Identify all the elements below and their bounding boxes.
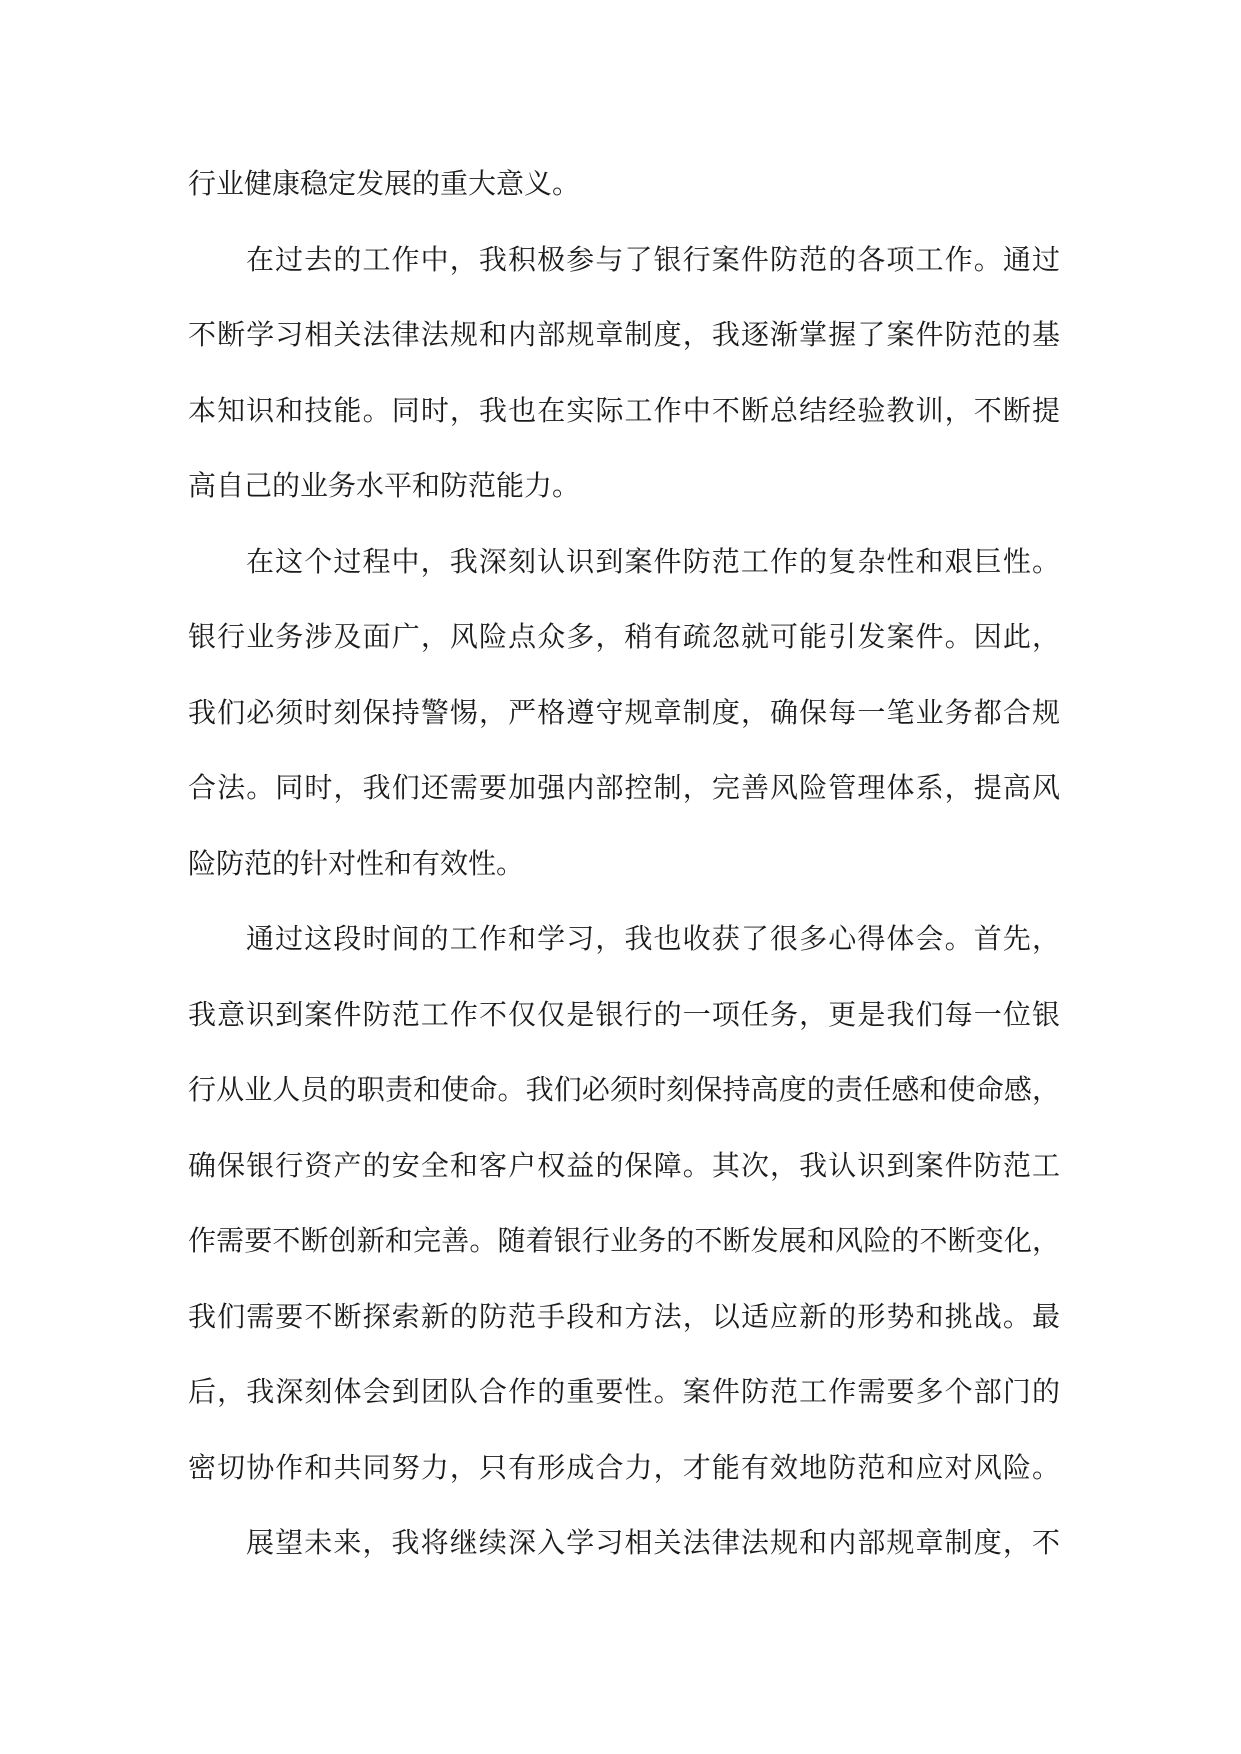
paragraph-line: 密切协作和共同努力，只有形成合力，才能有效地防范和应对风险。 [188, 1450, 1060, 1484]
paragraph-line: 高自己的业务水平和防范能力。 [188, 469, 581, 502]
paragraph-line: 在过去的工作中，我积极参与了银行案件防范的各项工作。通过 [246, 242, 1060, 276]
paragraph-line: 后，我深刻体会到团队合作的重要性。案件防范工作需要多个部门的 [188, 1375, 1060, 1408]
paragraph-line: 作需要不断创新和完善。随着银行业务的不断发展和风险的不断变化， [188, 1224, 1060, 1257]
document-body [188, 146, 1060, 1581]
paragraph-line: 本知识和技能。同时，我也在实际工作中不断总结经验教训，不断提 [188, 393, 1060, 427]
paragraph-line: 险防范的针对性和有效性。 [188, 846, 525, 880]
paragraph-line: 不断学习相关法律法规和内部规章制度，我逐渐掌握了案件防范的基 [188, 318, 1060, 351]
paragraph-line: 行业健康稳定发展的重大意义。 [188, 167, 581, 200]
paragraph-line: 行从业人员的职责和使命。我们必须时刻保持高度的责任感和使命感， [188, 1073, 1060, 1106]
paragraph-line: 我意识到案件防范工作不仅仅是银行的一项任务，更是我们每一位银 [188, 997, 1060, 1031]
paragraph-line: 我们必须时刻保持警惕，严格遵守规章制度，确保每一笔业务都合规 [188, 695, 1060, 729]
paragraph-line: 展望未来，我将继续深入学习相关法律法规和内部规章制度，不 [246, 1526, 1060, 1559]
paragraph-line: 银行业务涉及面广，风险点众多，稍有疏忽就可能引发案件。因此， [188, 620, 1060, 653]
paragraph-line: 我们需要不断探索新的防范手段和方法，以适应新的形势和挑战。最 [188, 1299, 1060, 1333]
paragraph-line: 确保银行资产的安全和客户权益的保障。其次，我认识到案件防范工 [188, 1148, 1060, 1182]
paragraph-line: 通过这段时间的工作和学习，我也收获了很多心得体会。首先， [246, 922, 1060, 955]
paragraph-line: 合法。同时，我们还需要加强内部控制，完善风险管理体系，提高风 [188, 771, 1060, 804]
paragraph-line: 在这个过程中，我深刻认识到案件防范工作的复杂性和艰巨性。 [246, 544, 1060, 578]
